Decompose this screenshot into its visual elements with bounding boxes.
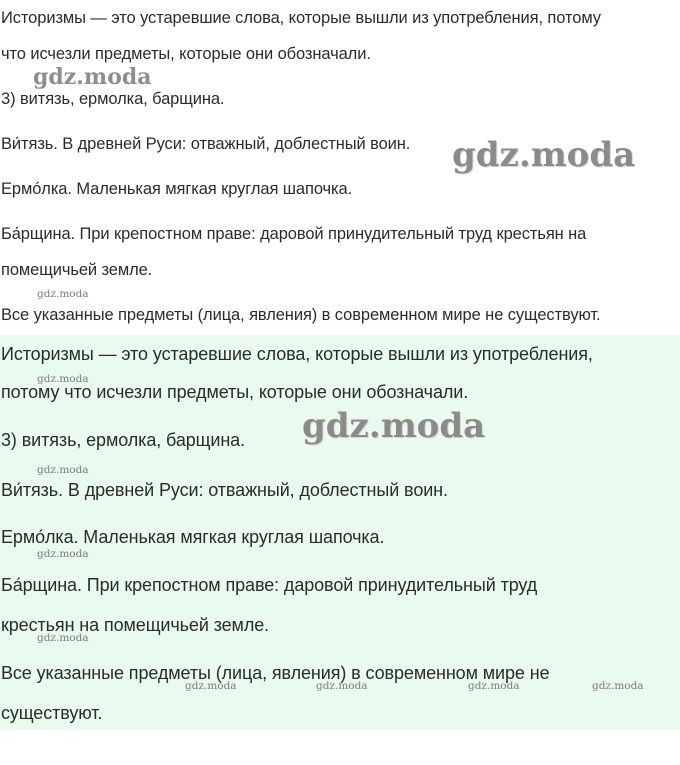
paragraph-line: 3) витязь, ермолка, барщина.	[1, 90, 225, 108]
paragraph-line: Историзмы — это устаревшие слова, которые вышли из употребления,	[1, 344, 593, 364]
paragraph-line: Ба́рщина. При крепостном праве: даровой принудительный труд	[1, 575, 538, 595]
paragraph-line: существуют.	[1, 703, 103, 723]
paragraph-line: Ба́рщина. При крепостном праве: даровой принудительный труд крестьян на	[1, 225, 587, 243]
watermark-logo: gdz.moda	[592, 680, 644, 692]
watermark-logo: gdz.moda	[302, 406, 486, 446]
watermark-logo: gdz.moda	[316, 680, 368, 692]
paragraph-line: Ермо́лка. Маленькая мягкая круглая шапочка.	[1, 180, 353, 198]
paragraph-line: что исчезли предметы, которые они обозначали.	[1, 45, 371, 63]
paragraph-line: Ви́тязь. В древней Руси: отважный, доблестный воин.	[1, 480, 448, 500]
watermark-logo: gdz.moda	[185, 680, 237, 692]
paragraph-line: помещичьей земле.	[1, 261, 153, 279]
watermark-logo: gdz.moda	[468, 680, 520, 692]
watermark-logo: gdz.moda	[37, 632, 89, 644]
watermark-logo: gdz.moda	[37, 464, 89, 476]
watermark-logo: gdz.moda	[33, 64, 152, 90]
paragraph-line: Все указанные предметы (лица, явления) в современном мире не	[1, 663, 550, 683]
paragraph-line: 3) витязь, ермолка, барщина.	[1, 430, 245, 450]
watermark-logo: gdz.moda	[37, 548, 89, 560]
watermark-logo: gdz.moda	[37, 288, 89, 300]
watermark-logo: gdz.moda	[452, 135, 636, 175]
paragraph-line: Историзмы — это устаревшие слова, которые вышли из употребления, потому	[1, 9, 601, 27]
paragraph-line: Все указанные предметы (лица, явления) в современном мире не существуют.	[1, 306, 601, 324]
answer-block-highlighted	[0, 335, 680, 730]
paragraph-line: Ви́тязь. В древней Руси: отважный, доблестный воин.	[1, 135, 411, 153]
answer-block-plain	[0, 0, 680, 335]
paragraph-line: Ермо́лка. Маленькая мягкая круглая шапочка.	[1, 527, 385, 547]
paragraph-line: потому что исчезли предметы, которые они обозначали.	[1, 382, 469, 402]
watermark-logo: gdz.moda	[37, 373, 89, 385]
paragraph-line: крестьян на помещичьей земле.	[1, 615, 270, 635]
